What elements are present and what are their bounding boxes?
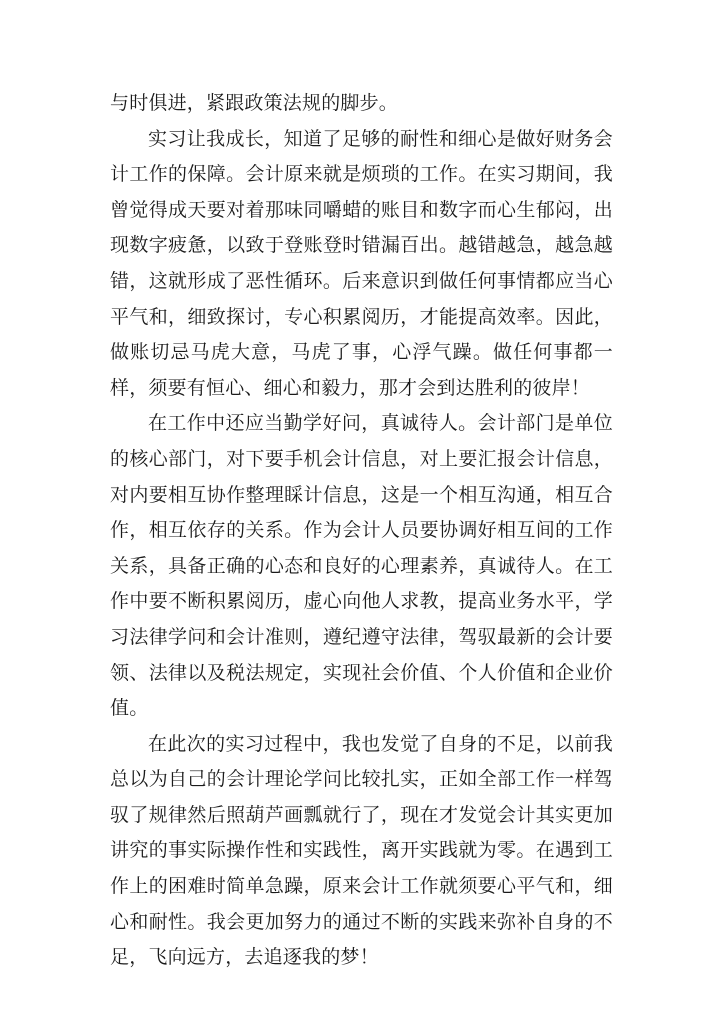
paragraph-1: 与时俱进，紧跟政策法规的脚步。 [110,92,399,114]
paragraph-4: 在此次的实习过程中，我也发觉了自身的不足，以前我总以为自己的会计理论学问比较扎实，正如全部工作一样驾驭了规律然后照葫芦画瓢就行了，现在才发觉会计其实更加讲究的事实际操作性和实践性，离开实践就为零。在遇到工作上的困难时简单急躁，原来会计工作就须要心平气和，细心和耐性。我会更加努力的通过不断的实践来弥补自身的不足，飞向远方，去追逐我的梦！ [110,732,613,969]
document-body [110,86,613,976]
paragraph-3: 在工作中还应当勤学好问，真诚待人。会计部门是单位的核心部门，对下要手机会计信息，对上要汇报会计信息，对内要相互协作整理睬计信息，这是一个相互沟通，相互合作，相互依存的关系。作为会计人员要协调好相互间的工作关系，具备正确的心态和良好的心理素养，真诚待人。在工作中要不断积累阅历，虚心向他人求教，提高业务水平，学习法律学问和会计准则，遵纪遵守法律，驾驭最新的会计要领、法律以及税法规定，实现社会价值、个人价值和企业价值。 [110,412,613,720]
paragraph-2: 实习让我成长，知道了足够的耐性和细心是做好财务会计工作的保障。会计原来就是烦琐的工作。在实习期间，我曾觉得成天要对着那味同嚼蜡的账目和数字而心生郁闷，出现数字疲惫，以致于登账登时错漏百出。越错越急，越急越错，这就形成了恶性循环。后来意识到做任何事情都应当心平气和，细致探讨，专心积累阅历，才能提高效率。因此，做账切忌马虎大意，马虎了事，心浮气躁。做任何事都一样，须要有恒心、细心和毅力，那才会到达胜利的彼岸！ [110,127,613,399]
